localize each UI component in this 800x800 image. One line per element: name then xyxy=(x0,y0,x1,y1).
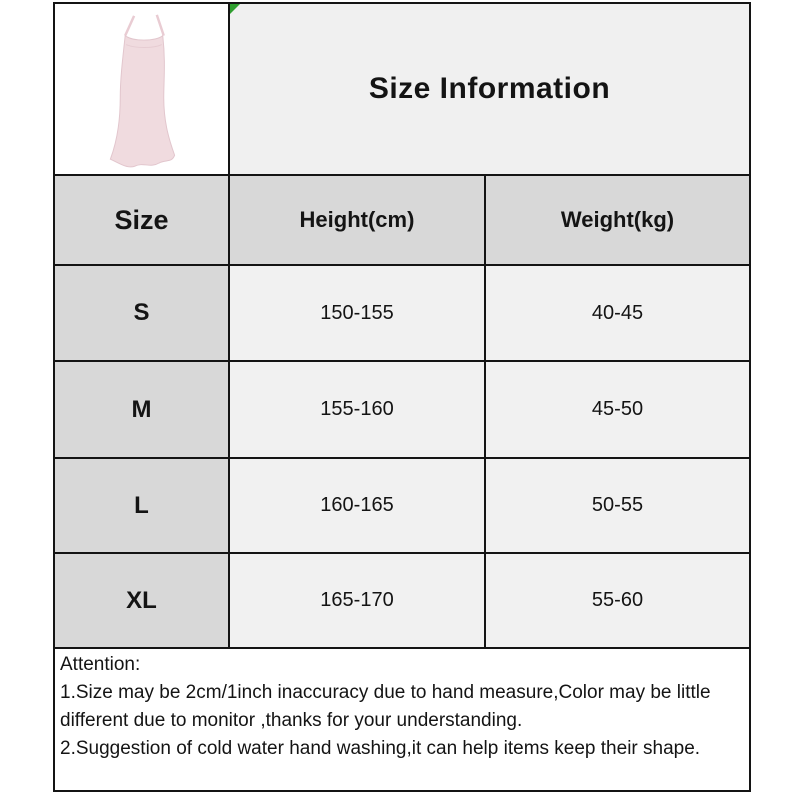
attention-line: 1.Size may be 2cm/1inch inaccuracy due to hand measure,Color may be little xyxy=(60,682,711,703)
size-label: L xyxy=(55,459,230,552)
green-corner-marker xyxy=(230,4,240,14)
table-row-m xyxy=(55,362,749,459)
size-label: XL xyxy=(55,554,230,647)
column-header-size: Size xyxy=(55,176,230,264)
banner-row xyxy=(55,4,749,176)
height-value: 155-160 xyxy=(230,362,486,457)
column-header-height: Height(cm) xyxy=(230,176,486,264)
page-title: Size Information xyxy=(368,72,611,105)
table-row-s xyxy=(55,266,749,362)
attention-line: 2.Suggestion of cold water hand washing,it can help items keep their shape. xyxy=(60,738,701,759)
weight-value: 55-60 xyxy=(486,554,749,647)
dress-image xyxy=(55,4,228,174)
size-information-title-cell xyxy=(230,4,749,174)
attention-note xyxy=(55,649,749,790)
height-value: 165-170 xyxy=(230,554,486,647)
table-row-xl xyxy=(55,554,749,649)
attention-line: different due to monitor ,thanks for your understanding. xyxy=(60,710,523,731)
height-value: 160-165 xyxy=(230,459,486,552)
attention-row xyxy=(55,649,749,790)
product-image-cell xyxy=(55,4,230,174)
height-value: 150-155 xyxy=(230,266,486,360)
table-row-l xyxy=(55,459,749,554)
weight-value: 40-45 xyxy=(486,266,749,360)
weight-value: 45-50 xyxy=(486,362,749,457)
size-label: S xyxy=(55,266,230,360)
size-chart-sheet xyxy=(53,2,751,792)
size-label: M xyxy=(55,362,230,457)
table-header-row xyxy=(55,176,749,266)
column-header-weight: Weight(kg) xyxy=(486,176,749,264)
attention-line: Attention: xyxy=(60,654,141,675)
weight-value: 50-55 xyxy=(486,459,749,552)
